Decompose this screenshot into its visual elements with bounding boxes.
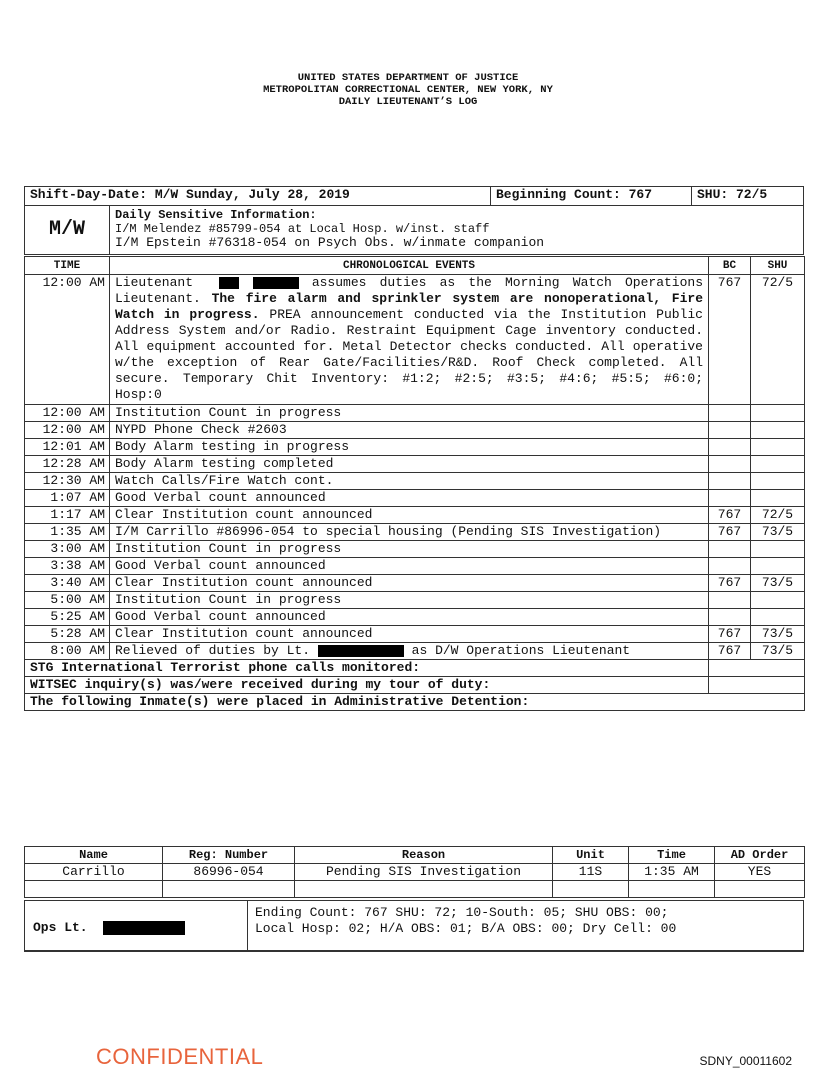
log-event: Institution Count in progress [110,592,709,609]
log-event-text: PREA announcement conducted via the Institution Public Address System and/or Radio. Restraint Equipment Cage inventory conducted. All equipment accounted for. Metal Detector checks conducted. All operative w/the exception of Rear Gate/Facilities/R&D. Roof Check completed. All secure. Temporary Chit Inventory: #1:2; #2:5; #3:5; #4:6; #5:5; #6:0; Hosp:0 [115,307,703,402]
ad-col-ad-order: AD Order [715,847,805,864]
log-bc [709,439,751,456]
log-row [25,473,805,490]
log-time: 12:00 AM [25,422,110,439]
ad-col-unit: Unit [553,847,629,864]
log-event: Clear Institution count announced [110,575,709,592]
log-time: 12:30 AM [25,473,110,490]
header-line-1: UNITED STATES DEPARTMENT OF JUSTICE [297,72,519,84]
log-event: Clear Institution count announced [110,507,709,524]
log-event: Watch Calls/Fire Watch cont. [110,473,709,490]
col-events: CHRONOLOGICAL EVENTS [110,257,709,275]
log-row [25,558,805,575]
redaction [253,277,299,289]
log-event: Body Alarm testing completed [110,456,709,473]
log-time: 12:28 AM [25,456,110,473]
ending-count-line: Ending Count: 767 SHU: 72; 10-South: 05; SHU OBS: 00; [255,905,669,920]
log-row [25,439,805,456]
log-time: 12:00 AM [25,275,110,405]
log-shu [751,405,805,422]
log-time: 5:28 AM [25,626,110,643]
log-shu [751,473,805,490]
log-shu [751,592,805,609]
col-time: TIME [25,257,110,275]
log-time: 1:17 AM [25,507,110,524]
log-bc [709,592,751,609]
ad-cell-reg: 86996-054 [163,864,295,881]
log-row [25,626,805,643]
log-time: 12:00 AM [25,405,110,422]
ad-cell-unit: 11S [553,864,629,881]
ad-cell-name: Carrillo [25,864,163,881]
log-bc [709,558,751,575]
log-shu [751,439,805,456]
redaction [103,921,185,935]
ad-row [25,864,805,881]
log-event-text: as D/W Operations Lieutenant [411,643,631,658]
log-event: Good Verbal count announced [110,490,709,507]
log-shu [751,490,805,507]
ad-col-reg: Reg: Number [163,847,295,864]
log-shu [751,558,805,575]
log-event: Institution Count in progress [110,405,709,422]
chronological-log [24,256,805,711]
col-bc: BC [709,257,751,275]
ad-cell-reason: Pending SIS Investigation [295,864,553,881]
log-shu: 72/5 [751,275,805,405]
log-row [25,456,805,473]
log-footer [24,900,804,952]
log-bc: 767 [709,643,751,660]
ops-lt-label: Ops Lt. [33,920,88,935]
log-shu: 73/5 [751,524,805,541]
log-event: Good Verbal count announced [110,609,709,626]
log-row [25,541,805,558]
log-time: 5:00 AM [25,592,110,609]
log-bc [709,405,751,422]
col-shu: SHU [751,257,805,275]
log-time: 12:01 AM [25,439,110,456]
log-time: 5:25 AM [25,609,110,626]
log-bc [709,609,751,626]
log-row [25,507,805,524]
log-shu: 72/5 [751,507,805,524]
log-event: Good Verbal count announced [110,558,709,575]
log-shu: 73/5 [751,643,805,660]
log-shu: 73/5 [751,626,805,643]
daily-info-title: Daily Sensitive Information: [115,208,317,222]
log-event: Clear Institution count announced [110,626,709,643]
log-event: I/M Carrillo #86996-054 to special housing (Pending SIS Investigation) [110,524,709,541]
log-time: 1:07 AM [25,490,110,507]
shu-count: SHU: 72/5 [692,187,804,206]
ad-col-time: Time [629,847,715,864]
log-time: 8:00 AM [25,643,110,660]
log-event-text: Relieved of duties by Lt. [115,643,311,658]
log-bc [709,422,751,439]
header-line-2: METROPOLITAN CORRECTIONAL CENTER, NEW YORK, NY [263,84,553,96]
log-row [25,422,805,439]
log-bc: 767 [709,524,751,541]
document-header [0,72,816,108]
log-bc: 767 [709,626,751,643]
ad-col-name: Name [25,847,163,864]
log-time: 1:35 AM [25,524,110,541]
log-time: 3:00 AM [25,541,110,558]
log-row [25,490,805,507]
redaction [219,277,239,289]
log-row [25,643,805,660]
log-row [25,592,805,609]
ending-count-line: Local Hosp: 02; H/A OBS: 01; B/A OBS: 00; Dry Cell: 00 [255,921,677,936]
log-row [25,575,805,592]
log-shu [751,456,805,473]
ad-cell-ad-order: YES [715,864,805,881]
log-bc [709,541,751,558]
log-event: NYPD Phone Check #2603 [110,422,709,439]
log-bc: 767 [709,275,751,405]
log-bc: 767 [709,507,751,524]
log-bc [709,473,751,490]
log-shu [751,541,805,558]
header-line-3: DAILY LIEUTENANT’S LOG [338,96,478,108]
admin-detention-table [24,846,805,898]
ad-col-reason: Reason [295,847,553,864]
log-bc [709,490,751,507]
stg-note: STG International Terrorist phone calls monitored: [25,660,709,677]
log-event-bold: The fire alarm and sprinkler system are nonoperational, Fire Watch in progress. [115,291,703,322]
log-shu: 73/5 [751,575,805,592]
witsec-note: WITSEC inquiry(s) was/were received during my tour of duty: [25,677,709,694]
shift-code: M/W [25,206,110,255]
log-row [25,275,805,405]
log-event-text: Lieutenant [115,275,194,290]
ad-cell-time: 1:35 AM [629,864,715,881]
daily-info-line: I/M Epstein #76318-054 on Psych Obs. w/inmate companion [115,235,545,250]
confidential-stamp: CONFIDENTIAL [96,1044,264,1069]
beginning-count: Beginning Count: 767 [491,187,692,206]
redaction [318,645,404,657]
shift-day-date: Shift-Day-Date: M/W Sunday, July 28, 2019 [25,187,491,206]
log-row [25,524,805,541]
log-event-text: assumes duties as the Morning Watch Operations Lieutenant. [115,275,704,306]
shift-bar [24,186,804,206]
log-row [25,405,805,422]
log-event: Body Alarm testing in progress [110,439,709,456]
bates-number: SDNY_00011602 [699,1054,792,1068]
daily-info-line: I/M Melendez #85799-054 at Local Hosp. w/inst. staff [115,222,490,236]
log-bc: 767 [709,575,751,592]
log-time: 3:40 AM [25,575,110,592]
log-row [25,609,805,626]
log-event: Institution Count in progress [110,541,709,558]
log-time: 3:38 AM [25,558,110,575]
log-bc [709,456,751,473]
daily-sensitive-info [24,205,804,255]
log-shu [751,422,805,439]
admin-detention-note: The following Inmate(s) were placed in Administrative Detention: [25,694,805,711]
log-shu [751,609,805,626]
